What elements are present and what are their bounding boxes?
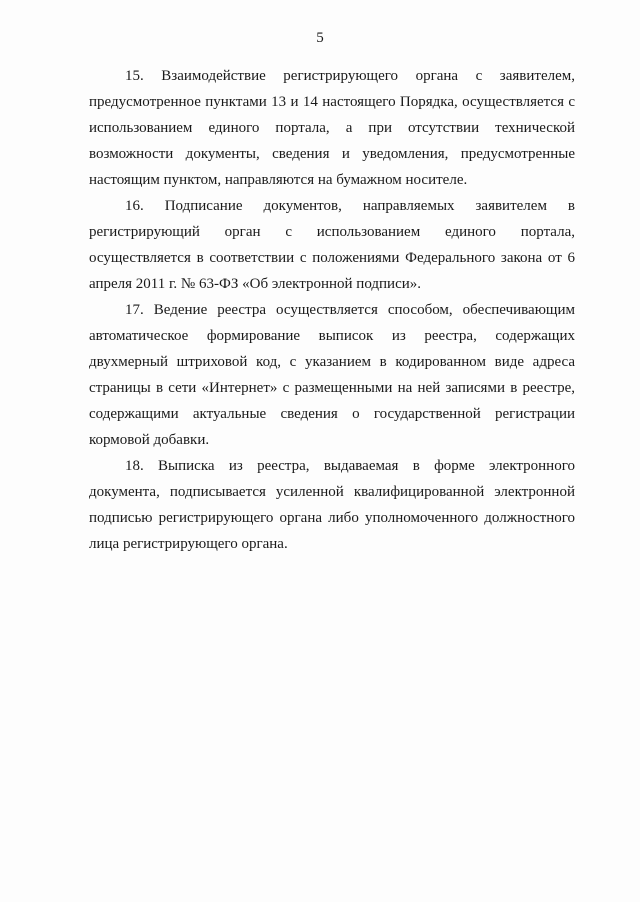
document-body	[89, 63, 575, 557]
page-number: 5	[316, 30, 324, 46]
paragraph-15: 15. Взаимодействие регистрирующего органа с заявителем, предусмотренное пунктами 13 и 14 настоящего Порядка, осуществляется с использованием единого портала, а при отсутствии технической возможности документы, сведения и уведомления, предусмотренные настоящим пунктом, направляются на бумажном носителе.	[89, 68, 575, 188]
paragraph-17: 17. Ведение реестра осуществляется способом, обеспечивающим автоматическое формирование выписок из реестра, содержащих двухмерный штриховой код, с указанием в кодированном виде адреса страницы в сети «Интернет» с размещенными на ней записями в реестре, содержащими актуальные сведения о государственной регистрации кормовой добавки.	[89, 302, 575, 448]
paragraph-16: 16. Подписание документов, направляемых заявителем в регистрирующий орган с использованием единого портала, осуществляется в соответствии с положениями Федерального закона от 6 апреля 2011 г. № 63-ФЗ «Об электронной подписи».	[89, 198, 575, 292]
paragraph-18: 18. Выписка из реестра, выдаваемая в форме электронного документа, подписывается усиленной квалифицированной электронной подписью регистрирующего органа либо уполномоченного должностного лица регистрирующего органа.	[89, 458, 575, 552]
